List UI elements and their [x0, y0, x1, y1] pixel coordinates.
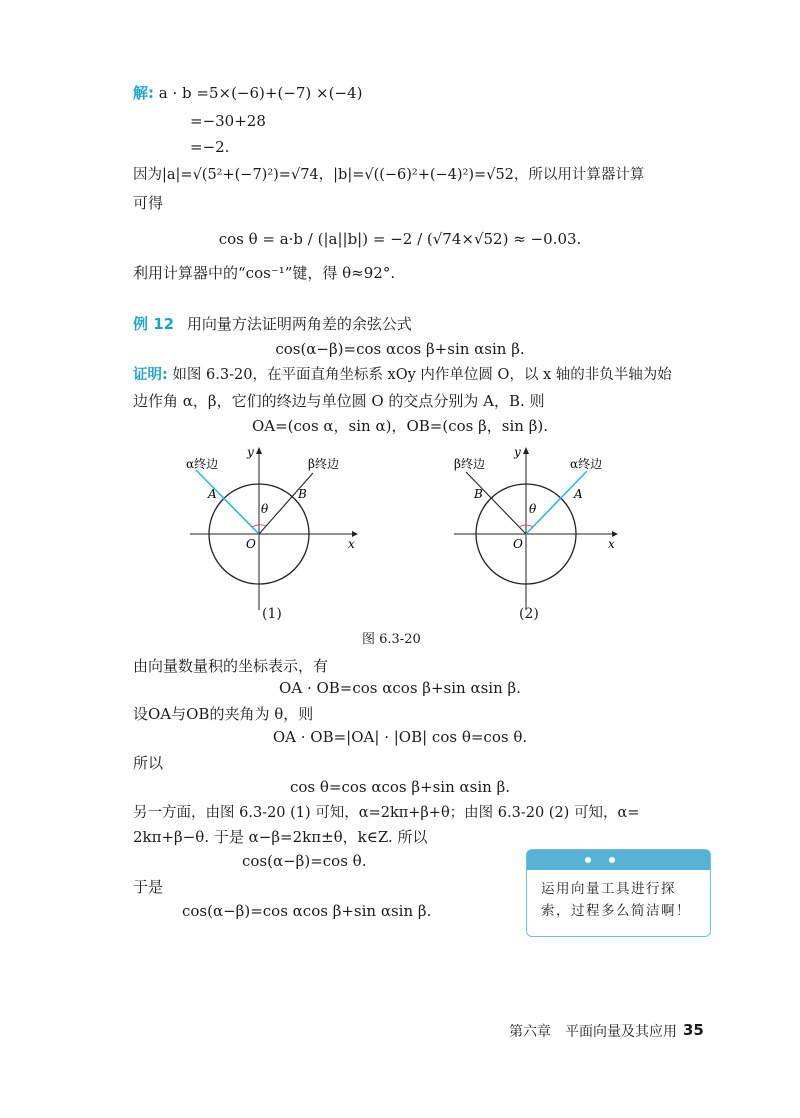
proof-line-7: OA · OB=|OA| · |OB| cos θ=cos θ. — [272, 728, 528, 746]
beta-terminal-side — [466, 472, 526, 534]
y-label: y — [247, 445, 254, 459]
theta-label: θ — [529, 502, 537, 516]
example-label: 例 12 — [133, 315, 175, 333]
proof-line-13: 于是 — [133, 878, 164, 896]
note-dot-icon — [585, 857, 591, 863]
solution-line-1 — [133, 82, 362, 104]
point-b-label: B — [474, 487, 483, 501]
figure-1-sublabel: (1) — [262, 606, 282, 622]
proof-line-10: 另一方面，由图 6.3-20 (1) 可知，α=2kπ+β+θ；由图 6.3-20 (2) 可知，α= — [133, 805, 640, 821]
figure-2-diagram — [440, 440, 630, 615]
proof-line-8: 所以 — [133, 754, 164, 772]
proof-line-9: cos θ=cos αcos β+sin αsin β. — [289, 778, 511, 796]
solution-expression-1: a · b =5×(−6)+(−7) ×(−4) — [158, 84, 363, 102]
figure-1-diagram — [180, 440, 370, 615]
cos-theta-formula: cos θ = a·b / (|a||b|) = −2 / (√74×√52) ≈ −0.03. — [218, 230, 582, 248]
point-a-label: A — [208, 487, 217, 501]
example-heading — [133, 313, 412, 335]
page-number: 35 — [683, 1021, 704, 1039]
example-title: 用向量方法证明两角差的余弦公式 — [186, 315, 412, 333]
proof-line-1 — [133, 364, 672, 386]
solution-line-5: 可得 — [133, 194, 164, 212]
solution-line-2: =−30+28 — [190, 112, 266, 130]
theta-label: θ — [261, 502, 269, 516]
proof-line-11: 2kπ+β−θ. 于是 α−β=2kπ±θ，k∈Z. 所以 — [133, 828, 428, 846]
solution-line-4: 因为|a|=√(5²+(−7)²)=√74，|b|=√((−6)²+(−4)²)=√52，所以用计算器计算 — [133, 167, 645, 183]
y-axis-arrow — [256, 447, 262, 454]
side-note — [526, 849, 711, 937]
proof-line-3: OA=(cos α，sin α)，OB=(cos β，sin β). — [251, 417, 548, 435]
proof-line-12: cos(α−β)=cos θ. — [242, 852, 367, 870]
proof-label: 证明: — [133, 367, 168, 383]
x-label: x — [348, 537, 355, 551]
proof-text-1: 如图 6.3-20，在平面直角坐标系 xOy 内作单位圆 O，以 x 轴的非负半轴为始 — [172, 367, 672, 383]
solution-line-3: =−2. — [190, 138, 230, 156]
beta-label: β终边 — [308, 457, 339, 471]
proof-line-2: 边作角 α，β，它们的终边与单位圆 O 的交点分别为 A，B. 则 — [133, 392, 545, 410]
alpha-label: α终边 — [570, 457, 603, 471]
side-note-text: 运用向量工具进行探索，过程多么简洁啊！ — [541, 881, 691, 919]
x-label: x — [608, 537, 615, 551]
proof-line-14: cos(α−β)=cos αcos β+sin αsin β. — [182, 902, 432, 920]
note-dot-icon — [609, 857, 615, 863]
proof-line-5: OA · OB=cos αcos β+sin αsin β. — [279, 679, 521, 697]
solution-line-6: 利用计算器中的“cos⁻¹”键，得 θ≈92°. — [133, 264, 396, 282]
proof-line-6: 设OA与OB的夹角为 θ，则 — [133, 705, 314, 723]
point-a-label: A — [574, 487, 583, 501]
origin-label: O — [513, 537, 523, 551]
point-b-label: B — [298, 487, 307, 501]
origin-label: O — [246, 537, 256, 551]
example-formula: cos(α−β)=cos αcos β+sin αsin β. — [275, 340, 525, 358]
alpha-terminal-side — [196, 470, 259, 534]
y-axis-arrow — [523, 447, 529, 454]
chapter-footer: 第六章 平面向量及其应用 — [509, 1024, 677, 1040]
y-label: y — [514, 445, 521, 459]
side-note-header — [527, 850, 710, 870]
solution-label: 解: — [133, 84, 154, 102]
beta-label: β终边 — [454, 457, 485, 471]
proof-line-4: 由向量数量积的坐标表示，有 — [133, 657, 329, 675]
figure-2-sublabel: (2) — [519, 606, 539, 622]
figure-caption: 图 6.3-20 — [362, 632, 421, 647]
alpha-label: α终边 — [186, 457, 219, 471]
